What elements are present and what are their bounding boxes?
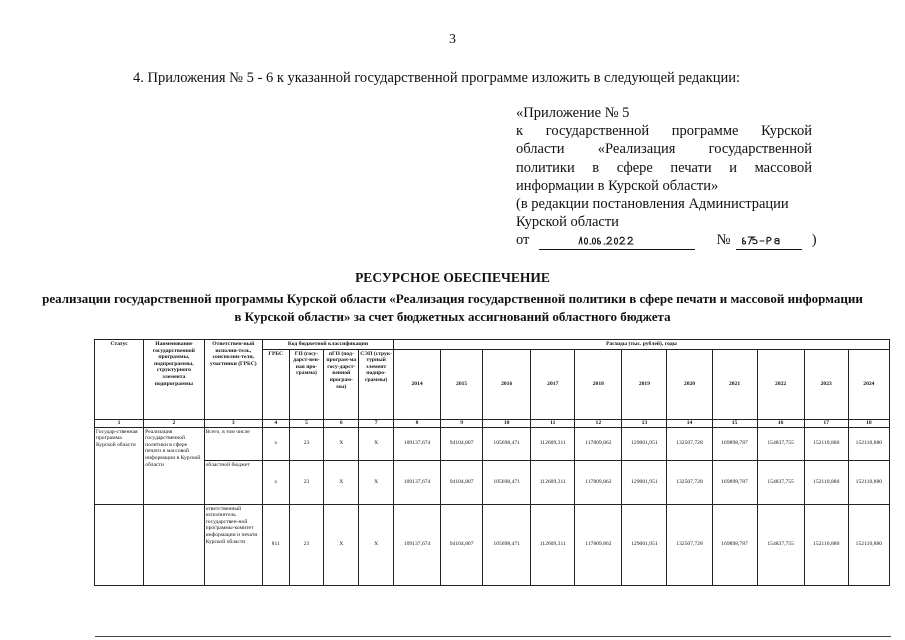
value-cell: 117809,862: [575, 460, 622, 504]
column-number: 12: [575, 419, 622, 427]
empty-cell: [95, 504, 144, 585]
value-cell: 129001,951: [622, 427, 667, 460]
column-number: 6: [324, 419, 359, 427]
number-prefix: №: [716, 232, 731, 249]
value-cell: 129001,951: [622, 460, 667, 504]
appendix-line: «Приложение № 5: [516, 105, 630, 121]
column-number: 13: [622, 419, 667, 427]
responsible-cell: областной бюджет: [204, 460, 262, 504]
value-cell: 109137,674: [394, 504, 441, 585]
column-number: 5: [289, 419, 324, 427]
value-cell: 112609,311: [531, 504, 575, 585]
gp-cell: 23: [289, 427, 324, 460]
header-code: Код бюджетной классификации: [262, 340, 393, 350]
header-year: 2019: [622, 349, 667, 419]
value-cell: 129001,951: [622, 504, 667, 585]
gp-cell: 23: [289, 504, 324, 585]
pgp-cell: X: [324, 460, 359, 504]
responsible-cell: Всего, в том числе: [204, 427, 262, 460]
column-number: 8: [394, 419, 441, 427]
sep-cell: X: [359, 427, 394, 460]
value-cell: 94104,807: [441, 504, 483, 585]
header-grbs: ГРБС: [262, 349, 289, 419]
table-row: [95, 504, 890, 585]
sep-cell: X: [359, 504, 394, 585]
sep-cell: X: [359, 460, 394, 504]
column-number: 2: [144, 419, 204, 427]
column-number: 4: [262, 419, 289, 427]
closing-paren: ): [811, 232, 817, 249]
value-cell: 94104,807: [441, 460, 483, 504]
grbs-cell: x: [262, 427, 289, 460]
value-cell: 152110,880: [804, 427, 848, 460]
column-number: 7: [359, 419, 394, 427]
date-field: [539, 232, 695, 250]
date-prefix: от: [516, 232, 530, 249]
header-year: 2024: [848, 349, 889, 419]
column-number: 3: [204, 419, 262, 427]
column-number: 10: [483, 419, 531, 427]
table-row: [95, 427, 890, 460]
scan-top-edge: [0, 0, 905, 1]
header-year: 2014: [394, 349, 441, 419]
value-cell: 154837,755: [757, 504, 804, 585]
value-cell: 117809,862: [575, 504, 622, 585]
empty-cell: [144, 504, 204, 585]
value-cell: 154837,755: [757, 460, 804, 504]
column-number: 11: [531, 419, 575, 427]
appendix-line: (в редакции постановления Администрации: [516, 196, 789, 213]
intro-paragraph: 4. Приложения № 5 - 6 к указанной государственной программе изложить в следующей редакции:: [133, 70, 741, 86]
value-cell: 109137,674: [394, 460, 441, 504]
scan-bottom-rule: [95, 636, 891, 637]
column-number: 14: [667, 419, 712, 427]
value-cell: 109137,674: [394, 427, 441, 460]
grbs-cell: x: [262, 460, 289, 504]
page-number: 3: [449, 32, 456, 47]
table-heading: РЕСУРСНОЕ ОБЕСПЕЧЕНИЕ: [355, 270, 550, 285]
value-cell: 152110,880: [848, 504, 889, 585]
header-status: Статус: [95, 340, 144, 420]
value-cell: 132507,728: [667, 427, 712, 460]
number-field: [736, 232, 802, 250]
column-number: 18: [848, 419, 889, 427]
table-subheading: реализации государственной программы Курской области «Реализация государственной политики в сфере печати и массовой информации в Курской области» за счет бюджетных ассигнований областного бюджета: [42, 291, 863, 324]
date-handwriting: [577, 232, 657, 248]
column-number: 16: [757, 419, 804, 427]
header-gp: ГП (госу-дарст-вен-ная про-грамма): [289, 349, 324, 419]
grbs-cell: 811: [262, 504, 289, 585]
gp-cell: 23: [289, 460, 324, 504]
header-expenses: Расходы (тыс. рублей), годы: [394, 340, 890, 350]
header-year: 2015: [441, 349, 483, 419]
appendix-note: [516, 104, 817, 250]
value-cell: 105698,471: [483, 460, 531, 504]
number-handwriting: [741, 232, 797, 248]
column-number-row: [95, 419, 890, 427]
table-row: [95, 460, 890, 504]
column-number: 1: [95, 419, 144, 427]
value-cell: 94104,807: [441, 427, 483, 460]
header-year: 2021: [712, 349, 757, 419]
value-cell: 152110,880: [804, 504, 848, 585]
pgp-cell: X: [324, 504, 359, 585]
header-year: 2022: [757, 349, 804, 419]
value-cell: 169898,787: [712, 427, 757, 460]
header-row: [95, 340, 890, 350]
appendix-line: области «Реализация государственной: [516, 141, 812, 158]
value-cell: 117809,862: [575, 427, 622, 460]
header-responsible: Ответствен-ный исполни-тель, соисполни-тели, участники (ГРБС): [204, 340, 262, 420]
value-cell: 132507,728: [667, 504, 712, 585]
value-cell: 112609,311: [531, 427, 575, 460]
program-name-cell: Реализация государственной политики в сфере печати и массовой информации в Курской области: [144, 427, 204, 504]
value-cell: 105698,471: [483, 427, 531, 460]
value-cell: 169898,787: [712, 460, 757, 504]
value-cell: 152110,880: [804, 460, 848, 504]
column-number: 15: [712, 419, 757, 427]
value-cell: 105698,471: [483, 504, 531, 585]
resource-table: [94, 339, 890, 586]
header-year: 2023: [804, 349, 848, 419]
value-cell: 154837,755: [757, 427, 804, 460]
value-cell: 132507,728: [667, 460, 712, 504]
value-cell: 112609,311: [531, 460, 575, 504]
appendix-line: информации в Курской области»: [516, 177, 719, 194]
column-number: 17: [804, 419, 848, 427]
value-cell: 152110,880: [848, 427, 889, 460]
header-pgp: пГП (под-програм-ма госу-дарст-венной програм-мы): [324, 349, 359, 419]
status-cell: Государ-ственная программа Курской области: [95, 427, 144, 504]
header-sep: СЭП (струк-турный элемент подпро-граммы): [359, 349, 394, 419]
column-number: 9: [441, 419, 483, 427]
header-year: 2020: [667, 349, 712, 419]
header-name: Наименование государственной программы, подпрограммы, структурного элемента подпрограммы: [144, 340, 204, 420]
header-year: 2017: [531, 349, 575, 419]
appendix-line: политики в сфере печати и массовой: [516, 159, 812, 176]
pgp-cell: X: [324, 427, 359, 460]
value-cell: 169898,787: [712, 504, 757, 585]
appendix-line: Курской области: [516, 214, 619, 231]
appendix-date-line: [516, 231, 817, 250]
appendix-line: к государственной программе Курской: [516, 123, 812, 140]
header-year: 2018: [575, 349, 622, 419]
responsible-cell: ответственный исполнитель государствен-ной программы-комитет информации и печати Курской области: [204, 504, 262, 585]
value-cell: 152110,880: [848, 460, 889, 504]
header-year: 2016: [483, 349, 531, 419]
